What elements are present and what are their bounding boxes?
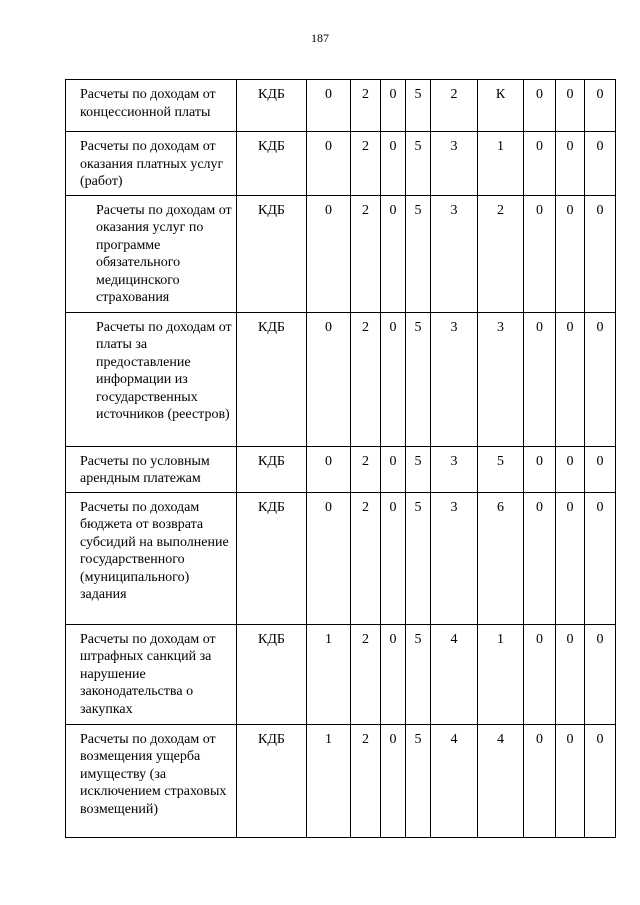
code-digit: 0 <box>381 195 406 312</box>
code-digit: 3 <box>431 132 478 196</box>
code-type: КДБ <box>237 724 307 837</box>
table-row <box>66 312 616 446</box>
code-digit: 0 <box>381 312 406 446</box>
code-digit: 0 <box>524 492 556 624</box>
code-digit: 2 <box>351 132 381 196</box>
code-digit: 0 <box>556 312 585 446</box>
code-digit: 5 <box>406 624 431 724</box>
code-digit: 0 <box>524 446 556 492</box>
code-digit: 0 <box>381 446 406 492</box>
code-digit: 0 <box>556 624 585 724</box>
code-digit: 5 <box>406 132 431 196</box>
row-label: Расчеты по доходам от штрафных санкций за нарушение законодательства о закупках <box>66 624 237 724</box>
code-digit: 5 <box>406 312 431 446</box>
code-digit: 0 <box>307 312 351 446</box>
code-digit: 0 <box>585 724 616 837</box>
code-digit: 1 <box>307 624 351 724</box>
code-digit: 0 <box>524 624 556 724</box>
code-digit: 5 <box>406 446 431 492</box>
code-digit: 0 <box>381 80 406 132</box>
code-digit: 0 <box>585 80 616 132</box>
code-digit: 1 <box>478 132 524 196</box>
code-digit: 0 <box>556 492 585 624</box>
code-digit: 2 <box>351 724 381 837</box>
code-digit: 0 <box>556 446 585 492</box>
code-digit: 5 <box>406 195 431 312</box>
code-type: КДБ <box>237 492 307 624</box>
code-type: КДБ <box>237 624 307 724</box>
page-number: 187 <box>311 31 329 45</box>
code-digit: 5 <box>406 492 431 624</box>
code-digit: 0 <box>381 724 406 837</box>
table-row <box>66 195 616 312</box>
table-row <box>66 624 616 724</box>
table-row <box>66 80 616 132</box>
code-digit: 4 <box>431 624 478 724</box>
code-digit: 0 <box>307 492 351 624</box>
code-digit: 0 <box>524 195 556 312</box>
code-digit: 0 <box>585 195 616 312</box>
code-digit: 1 <box>307 724 351 837</box>
code-digit: 4 <box>478 724 524 837</box>
code-digit: 2 <box>351 80 381 132</box>
code-digit: 2 <box>351 312 381 446</box>
code-digit: 2 <box>351 446 381 492</box>
code-digit: 0 <box>585 132 616 196</box>
row-label: Расчеты по доходам бюджета от возврата субсидий на выполнение государственного (муниципального) задания <box>66 492 237 624</box>
code-digit: 3 <box>431 312 478 446</box>
code-digit: 0 <box>585 492 616 624</box>
code-digit: 2 <box>351 492 381 624</box>
row-label: Расчеты по доходам от концессионной платы <box>66 80 237 132</box>
account-codes-table <box>65 79 616 838</box>
code-digit: 0 <box>556 195 585 312</box>
code-digit: 0 <box>524 132 556 196</box>
code-digit: К <box>478 80 524 132</box>
table-row <box>66 724 616 837</box>
code-digit: 2 <box>431 80 478 132</box>
code-digit: 0 <box>556 80 585 132</box>
code-digit: 4 <box>431 724 478 837</box>
code-digit: 3 <box>478 312 524 446</box>
code-digit: 1 <box>478 624 524 724</box>
code-digit: 0 <box>307 132 351 196</box>
code-digit: 5 <box>406 724 431 837</box>
row-label: Расчеты по доходам от платы за предоставление информации из государственных источников (реестров) <box>66 312 237 446</box>
code-digit: 0 <box>585 624 616 724</box>
code-digit: 2 <box>478 195 524 312</box>
code-digit: 0 <box>381 492 406 624</box>
code-digit: 0 <box>307 195 351 312</box>
code-type: КДБ <box>237 80 307 132</box>
code-digit: 0 <box>524 80 556 132</box>
row-label: Расчеты по доходам от оказания услуг по программе обязательного медицинского страхования <box>66 195 237 312</box>
code-digit: 3 <box>431 492 478 624</box>
table-row <box>66 446 616 492</box>
code-digit: 0 <box>307 80 351 132</box>
code-type: КДБ <box>237 446 307 492</box>
table-row <box>66 492 616 624</box>
code-digit: 0 <box>524 312 556 446</box>
code-digit: 0 <box>585 312 616 446</box>
code-type: КДБ <box>237 312 307 446</box>
code-digit: 0 <box>556 132 585 196</box>
table-row <box>66 132 616 196</box>
code-digit: 0 <box>381 624 406 724</box>
code-digit: 0 <box>556 724 585 837</box>
code-digit: 0 <box>381 132 406 196</box>
code-digit: 0 <box>307 446 351 492</box>
code-digit: 5 <box>406 80 431 132</box>
code-digit: 0 <box>585 446 616 492</box>
code-digit: 2 <box>351 195 381 312</box>
row-label: Расчеты по доходам от оказания платных услуг (работ) <box>66 132 237 196</box>
row-label: Расчеты по условным арендным платежам <box>66 446 237 492</box>
code-digit: 6 <box>478 492 524 624</box>
code-type: КДБ <box>237 195 307 312</box>
row-label: Расчеты по доходам от возмещения ущерба имуществу (за исключением страховых возмещений) <box>66 724 237 837</box>
code-digit: 3 <box>431 446 478 492</box>
code-digit: 3 <box>431 195 478 312</box>
code-digit: 2 <box>351 624 381 724</box>
code-digit: 5 <box>478 446 524 492</box>
code-digit: 0 <box>524 724 556 837</box>
code-type: КДБ <box>237 132 307 196</box>
